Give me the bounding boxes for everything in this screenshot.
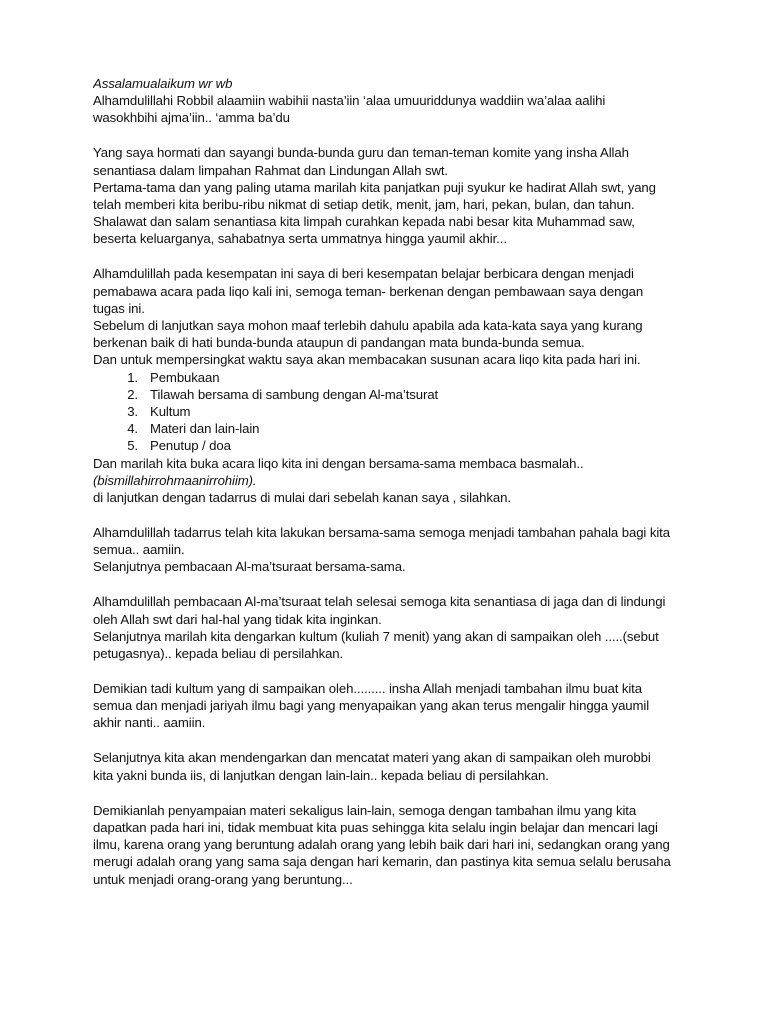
text-line: semua dan menjadi jariyah ilmu bagi yang menyapaikan yang akan terus mengalir hingga yaumil	[93, 698, 650, 714]
text-line: petugasnya).. kepada beliau di persilahkan.	[93, 646, 344, 662]
text-line: telah memberi kita beribu-ribu nikmat di setiap detik, menit, jam, hari, pekan, bulan, dan tahun.	[93, 197, 635, 213]
text-line: Yang saya hormati dan sayangi bunda-bunda guru dan teman-teman komite yang insha Allah	[93, 145, 629, 161]
paragraph-4	[93, 593, 683, 662]
text-line: Selanjutnya kita akan mendengarkan dan mencatat materi yang akan di sampaikan oleh murobbi	[93, 750, 651, 766]
paragraph-1	[93, 144, 683, 247]
text-line: oleh Allah swt dari hal-hal yang tidak kita inginkan.	[93, 611, 382, 627]
text-line: Sebelum di lanjutkan saya mohon maaf terlebih dahulu apabila ada kata-kata saya yang kurang	[93, 318, 643, 334]
agenda-text: Kultum	[150, 404, 191, 420]
opening-paragraph	[93, 75, 683, 127]
agenda-text: Pembukaan	[150, 369, 220, 385]
text-line: dapatkan pada hari ini, tidak membuat kita puas sehingga kita selalu ingin belajar dan mencari lagi	[93, 819, 658, 835]
text-line: Alhamdulillah tadarrus telah kita lakukan bersama-sama semoga menjadi tambahan pahala bagi kita	[93, 525, 670, 541]
text-line: merugi adalah orang yang sama saja dengan hari kemarin, dan pastinya kita semua selalu berusaha	[93, 854, 671, 870]
agenda-list	[93, 369, 683, 455]
agenda-number: 5.	[127, 438, 138, 454]
agenda-item	[93, 403, 683, 420]
text-line: Alhamdulillah pembacaan Al-ma’tsuraat telah selesai semoga kita senantiasa di jaga dan di lindungi	[93, 594, 666, 610]
document-page	[93, 75, 683, 888]
agenda-item	[93, 420, 683, 437]
text-line: Demikianlah penyampaian materi sekaligus lain-lain, semoga dengan tambahan ilmu yang kita	[93, 802, 637, 818]
text-line: untuk menjadi orang-orang yang beruntung...	[93, 871, 353, 887]
agenda-text: Penutup / doa	[150, 438, 231, 454]
text-line: Alhamdulillah pada kesempatan ini saya di beri kesempatan belajar berbicara dengan menjadi	[93, 266, 634, 282]
paragraph-7	[93, 802, 683, 888]
text-line: Shalawat dan salam senantiasa kita limpah curahkan kepada nabi besar kita Muhammad saw,	[93, 214, 635, 230]
paragraph-6	[93, 749, 683, 783]
text-line: semua.. aamiin.	[93, 542, 185, 558]
basmalah-line: (bismillahirrohmaanirrohiim).	[93, 472, 257, 488]
text-line: Selanjutnya marilah kita dengarkan kultum (kuliah 7 menit) yang akan di sampaikan oleh .....(sebut	[93, 628, 659, 644]
paragraph-5	[93, 680, 683, 732]
agenda-number: 3.	[127, 404, 138, 420]
text-line: Pertama-tama dan yang paling utama marilah kita panjatkan puji syukur ke hadirat Allah swt, yang	[93, 179, 656, 195]
agenda-text: Tilawah bersama di sambung dengan Al-ma’tsurat	[150, 386, 439, 402]
text-line: tugas ini.	[93, 300, 145, 316]
paragraph-2	[93, 265, 683, 506]
paragraph-3	[93, 524, 683, 576]
text-line: wasokhbihi ajma’iin.. ‘amma ba’du	[93, 110, 290, 126]
text-line: berkenan baik di hati bunda-bunda ataupun di pandangan mata bunda-bunda semua.	[93, 335, 585, 351]
greeting-line: Assalamualaikum wr wb	[93, 76, 233, 91]
text-line: ilmu, karena orang yang beruntung adalah orang yang lebih baik dari hari ini, sedangkan orang yang	[93, 837, 670, 853]
text-line: beserta keluarganya, sahabatnya serta ummatnya hingga yaumil akhir...	[93, 231, 507, 247]
text-line: di lanjutkan dengan tadarrus di mulai dari sebelah kanan saya , silahkan.	[93, 490, 511, 506]
agenda-number: 1.	[127, 369, 138, 385]
agenda-item	[93, 437, 683, 454]
agenda-item	[93, 369, 683, 386]
text-line: akhir nanti.. aamiin.	[93, 715, 206, 731]
text-line: Dan marilah kita buka acara liqo kita ini dengan bersama-sama membaca basmalah..	[93, 455, 584, 471]
agenda-number: 2.	[127, 386, 138, 402]
agenda-text: Materi dan lain-lain	[150, 421, 260, 437]
text-line: kita yakni bunda iis, di lanjutkan dengan lain-lain.. kepada beliau di persilahkan.	[93, 767, 549, 783]
text-line: Alhamdulillahi Robbil alaamiin wabihii nasta’iin ‘alaa umuuriddunya waddiin wa’alaa aalihi	[93, 93, 606, 109]
text-line: senantiasa dalam limpahan Rahmat dan Lindungan Allah swt.	[93, 162, 448, 178]
text-line: Demikian tadi kultum yang di sampaikan oleh......... insha Allah menjadi tambahan ilmu buat kita	[93, 681, 642, 697]
text-line: Selanjutnya pembacaan Al-ma’tsuraat bersama-sama.	[93, 559, 406, 575]
agenda-number: 4.	[127, 421, 138, 437]
text-line: Dan untuk mempersingkat waktu saya akan membacakan susunan acara liqo kita pada hari ini.	[93, 352, 641, 368]
agenda-item	[93, 386, 683, 403]
text-line: pemabawa acara pada liqo kali ini, semoga teman- berkenan dengan pembawaan saya dengan	[93, 283, 644, 299]
